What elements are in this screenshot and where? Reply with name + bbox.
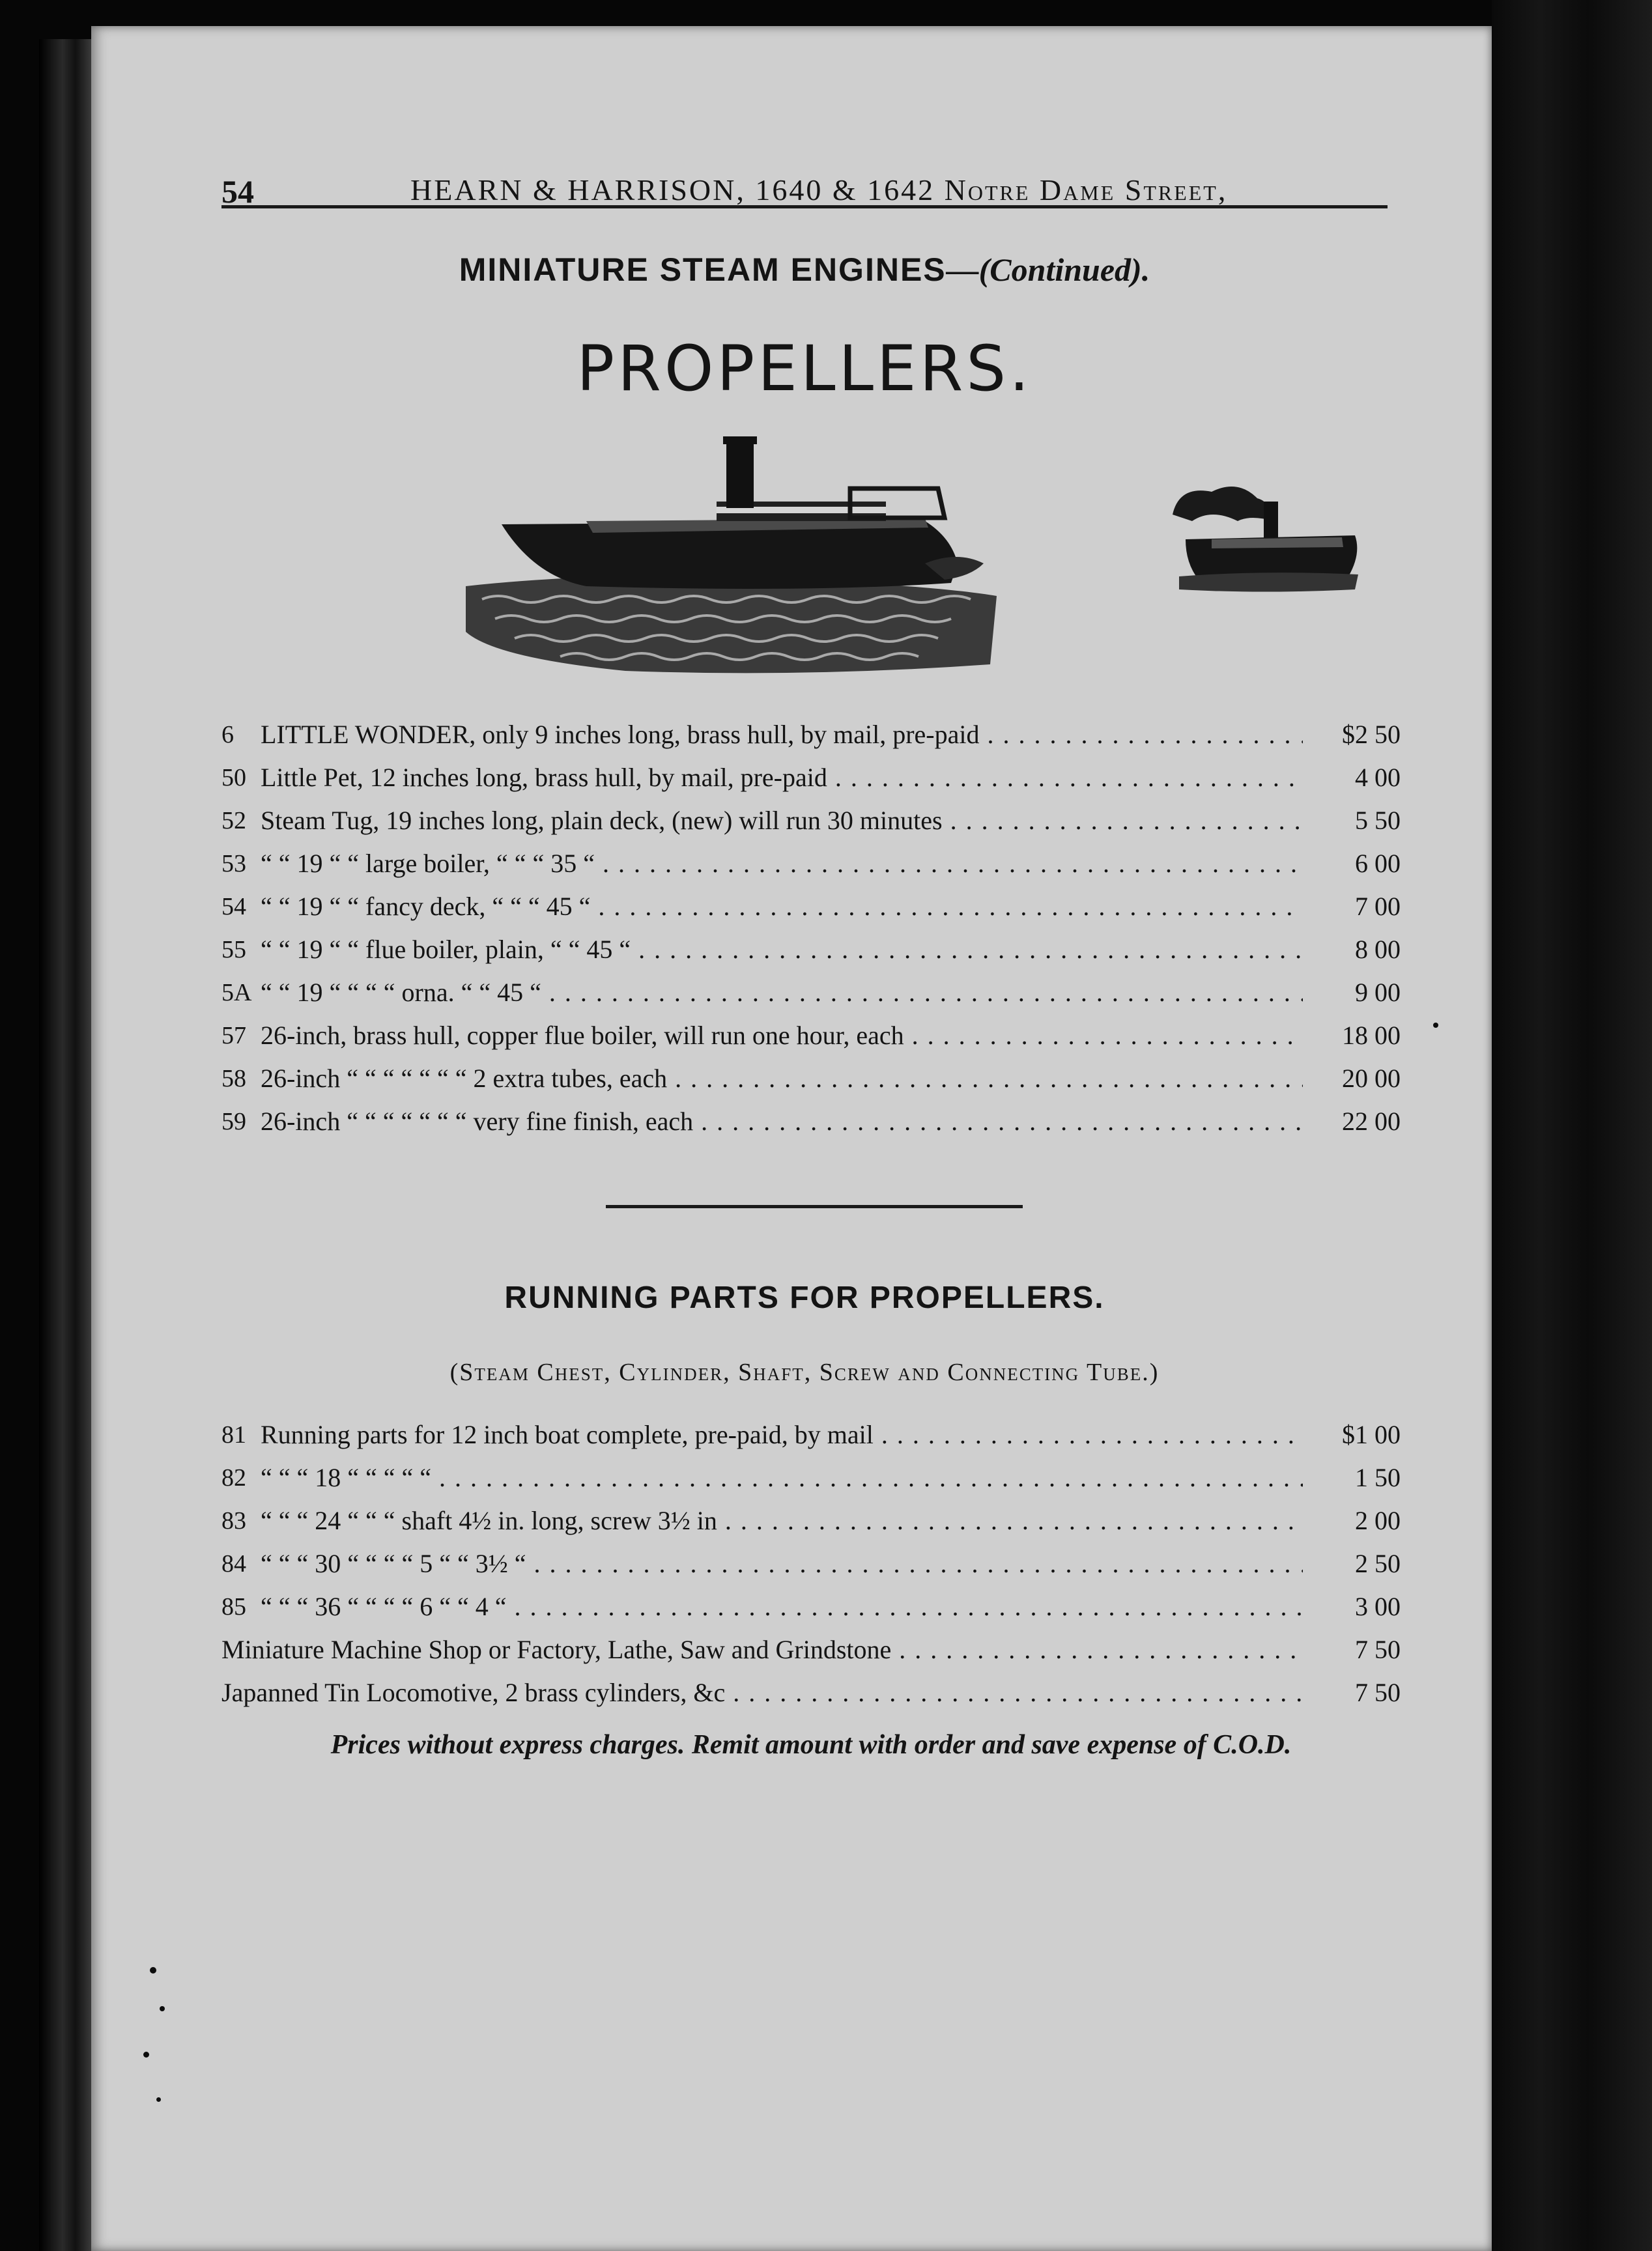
item-number: 82	[221, 1464, 246, 1492]
item-number: 83	[221, 1507, 246, 1535]
list-item	[221, 1499, 1401, 1542]
item-description: “ “ “ 18 “ “ “ “ “ . . .	[261, 1456, 1309, 1499]
item-number: 84	[221, 1550, 246, 1578]
item-price: 8 00	[1303, 928, 1401, 971]
item-number: 53	[221, 850, 246, 877]
item-price: 2 50	[1303, 1542, 1401, 1585]
list-item	[221, 1671, 1401, 1714]
running-parts-price-list	[221, 1413, 1401, 1714]
item-description: 26-inch “ “ “ “ “ “ “ 2 extra tubes, each . . .	[261, 1057, 1309, 1100]
list-item	[221, 756, 1401, 799]
item-description: “ “ “ 36 “ “ “ “ 6 “ “ 4 “ . . .	[261, 1585, 1309, 1628]
item-price: $1 00	[1303, 1413, 1401, 1456]
item-description: Running parts for 12 inch boat complete, pre-paid, by mail . . .	[261, 1413, 1309, 1456]
item-number: 59	[221, 1108, 246, 1135]
item-number: 54	[221, 893, 246, 920]
item-description: “ “ 19 “ “ large boiler, “ “ “ 35 “ . . .	[261, 842, 1309, 885]
item-description: “ “ 19 “ “ flue boiler, plain, “ “ 45 “ . . .	[261, 928, 1309, 971]
list-item	[221, 971, 1401, 1014]
list-item	[221, 1585, 1401, 1628]
list-item	[221, 885, 1401, 928]
section-heading	[221, 251, 1388, 289]
item-description: Japanned Tin Locomotive, 2 brass cylinders, &c . . .	[221, 1671, 1309, 1714]
item-description: LITTLE WONDER, only 9 inches long, brass hull, by mail, pre-paid . . .	[261, 713, 1309, 756]
item-price: 1 50	[1303, 1456, 1401, 1499]
list-item	[221, 1542, 1401, 1585]
item-price: 20 00	[1303, 1057, 1401, 1100]
large-steamboat-image	[466, 436, 997, 673]
terms-note: Prices without express charges. Remit amount with order and save expense of C.O.D.	[330, 1730, 1292, 1760]
item-number: 5A	[221, 979, 252, 1006]
book-leaf-edge	[39, 39, 91, 2251]
item-price: 18 00	[1303, 1014, 1401, 1057]
list-item	[221, 1100, 1401, 1143]
item-number: 58	[221, 1065, 246, 1092]
item-number: 52	[221, 807, 246, 834]
item-description: “ “ 19 “ “ fancy deck, “ “ “ 45 “ . . .	[261, 885, 1309, 928]
item-price: 22 00	[1303, 1100, 1401, 1143]
item-price: 7 50	[1303, 1671, 1401, 1714]
list-item	[221, 842, 1401, 885]
item-price: 4 00	[1303, 756, 1401, 799]
item-description: “ “ “ 24 “ “ “ shaft 4½ in. long, screw 3½ in . . .	[261, 1499, 1309, 1542]
item-description: “ “ 19 “ “ “ “ orna. “ “ 45 “ . . .	[261, 971, 1309, 1014]
item-price: 7 50	[1303, 1628, 1401, 1671]
section-heading-title: MINIATURE STEAM ENGINES	[459, 251, 947, 288]
item-number: 57	[221, 1022, 246, 1049]
list-item	[221, 1413, 1401, 1456]
running-parts-heading: RUNNING PARTS FOR PROPELLERS.	[504, 1281, 1105, 1315]
item-number: 55	[221, 936, 246, 963]
section-divider	[606, 1205, 1023, 1208]
item-description: 26-inch “ “ “ “ “ “ “ very fine finish, each . . .	[261, 1100, 1309, 1143]
small-tugboat-image	[1173, 487, 1358, 592]
catalog-page	[91, 26, 1492, 2251]
item-number: 50	[221, 764, 246, 791]
item-price: 9 00	[1303, 971, 1401, 1014]
item-price: 3 00	[1303, 1585, 1401, 1628]
item-number: 85	[221, 1593, 246, 1621]
book-spine-edge	[1492, 0, 1652, 2251]
header-text: HEARN & HARRISON, 1640 & 1642 Notre Dame Street,	[410, 173, 1228, 206]
propellers-price-list	[221, 713, 1401, 1143]
list-item	[221, 799, 1401, 842]
running-parts-subtitle: (Steam Chest, Cylinder, Shaft, Screw and Connecting Tube.)	[449, 1359, 1160, 1386]
item-description: Miniature Machine Shop or Factory, Lathe, Saw and Grindstone . . .	[221, 1628, 1309, 1671]
item-price: 6 00	[1303, 842, 1401, 885]
page-number: 54	[221, 173, 254, 210]
propeller-boats-illustration	[221, 423, 1388, 697]
list-item	[221, 1456, 1401, 1499]
item-description: Little Pet, 12 inches long, brass hull, by mail, pre-paid . . .	[261, 756, 1309, 799]
section-heading-continued: —(Continued).	[946, 251, 1150, 288]
item-price: $2 50	[1303, 713, 1401, 756]
list-item	[221, 713, 1401, 756]
item-number: 81	[221, 1421, 246, 1449]
list-item	[221, 1628, 1401, 1671]
item-price: 7 00	[1303, 885, 1401, 928]
list-item	[221, 928, 1401, 971]
page-title: PROPELLERS.	[577, 332, 1032, 405]
list-item	[221, 1057, 1401, 1100]
item-price: 2 00	[1303, 1499, 1401, 1542]
item-description: “ “ “ 30 “ “ “ “ 5 “ “ 3½ “ . . .	[261, 1542, 1309, 1585]
list-item	[221, 1014, 1401, 1057]
item-number: 6	[221, 721, 234, 748]
item-description: 26-inch, brass hull, copper flue boiler, will run one hour, each . . .	[261, 1014, 1309, 1057]
page-content	[221, 26, 1492, 2251]
running-header	[221, 153, 1388, 208]
item-price: 5 50	[1303, 799, 1401, 842]
item-description: Steam Tug, 19 inches long, plain deck, (new) will run 30 minutes . . .	[261, 799, 1309, 842]
